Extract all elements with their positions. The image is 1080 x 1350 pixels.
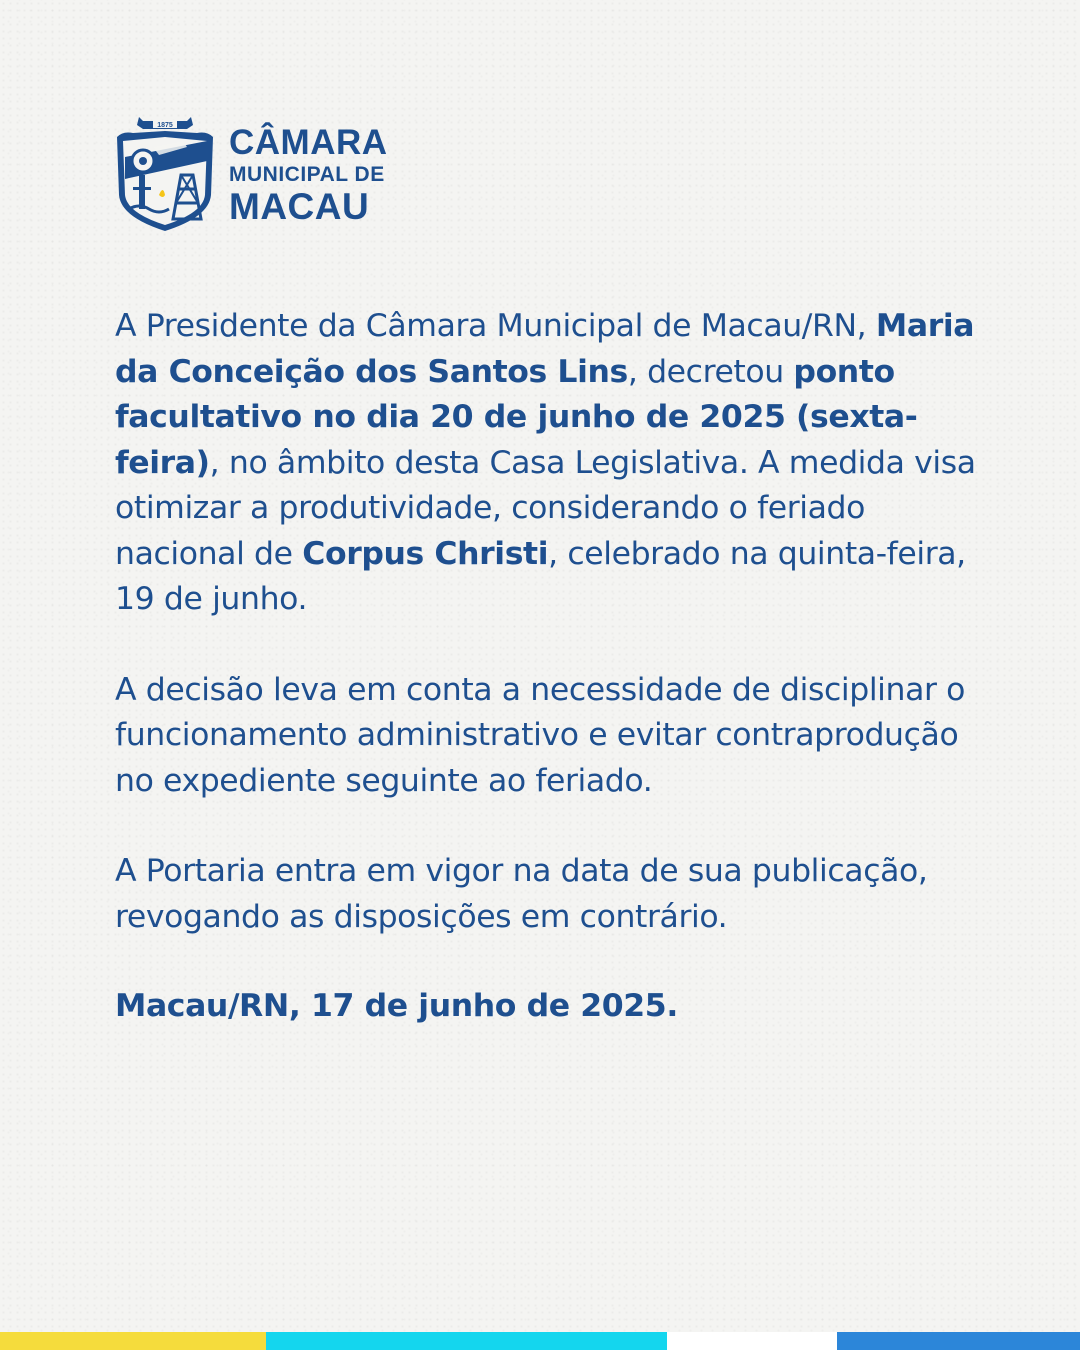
text-decreed: , decretou	[627, 353, 794, 390]
brand-wordmark	[229, 125, 388, 225]
brand-line-2: MUNICIPAL DE	[229, 163, 385, 186]
holiday-name: Corpus Christi	[302, 535, 549, 572]
stripe-yellow	[0, 1332, 266, 1350]
president-name: Maria da Conceição dos Santos Lins	[115, 308, 975, 390]
announcement-body	[115, 304, 985, 1030]
paragraph-decree	[115, 304, 985, 623]
text-context: , no âmbito desta Casa Legislativa. A medida visa otimizar a produtividade, considerando o feriado nacional de	[115, 444, 976, 572]
stripe-blue	[837, 1332, 1080, 1350]
text-holiday-date: , celebrado na quinta-feira, 19 de junho.	[115, 535, 966, 617]
text-intro: A Presidente da Câmara Municipal de Macau/RN,	[115, 308, 876, 344]
crest-year: 1875	[157, 122, 173, 129]
stripe-white	[667, 1332, 837, 1350]
paragraph-decision: A decisão leva em conta a necessidade de disciplinar o funcionamento administrativo e evitar contraprodução no expediente seguinte ao feriado.	[115, 671, 966, 799]
paragraph-effect: A Portaria entra em vigor na data de sua publicação, revogando as disposições em contrário.	[115, 853, 928, 935]
logo	[113, 117, 388, 233]
stripe-cyan	[266, 1332, 667, 1350]
signature-date: Macau/RN, 17 de junho de 2025.	[115, 988, 678, 1024]
municipal-crest-icon	[113, 117, 217, 233]
brand-line-1: CÂMARA	[229, 123, 388, 162]
color-stripe	[0, 1332, 1080, 1350]
brand-line-3: MACAU	[229, 186, 370, 227]
holiday-date: ponto facultativo no dia 20 de junho de 2025 (sexta-feira)	[115, 353, 918, 481]
